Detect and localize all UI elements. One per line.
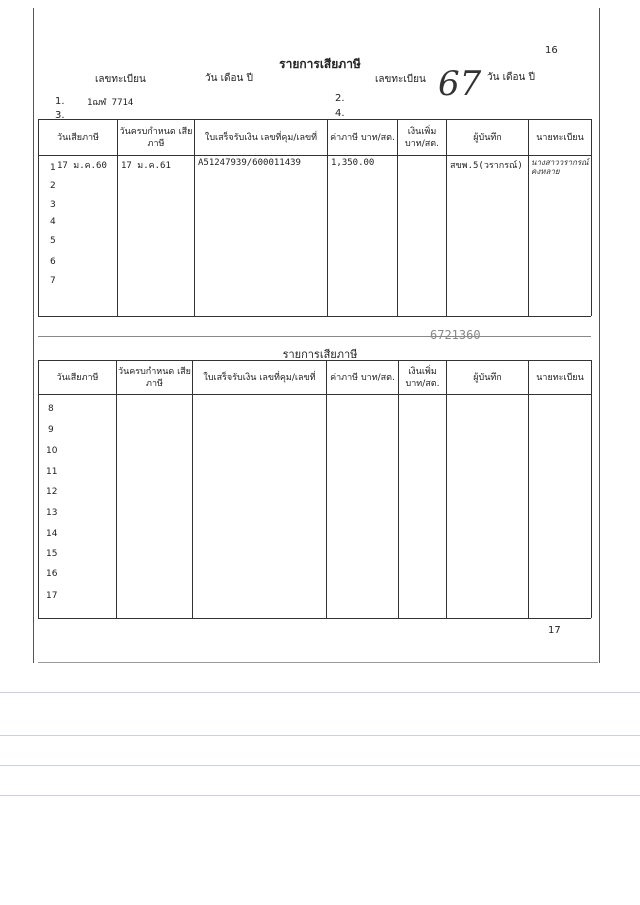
row-number: 16 — [46, 569, 58, 579]
col-recorder: ผู้บันทึก — [447, 120, 529, 156]
reg-label-right: เลขทะเบียน — [375, 74, 426, 85]
cell-receipt: A51247939/600011439 — [198, 158, 301, 168]
col-penalty: เงินเพิ่ม บาท/สต. — [399, 361, 447, 395]
row-number: 15 — [46, 549, 58, 559]
row-number: 13 — [46, 508, 58, 518]
row-number: 10 — [46, 446, 58, 456]
row-number: 17 — [46, 591, 58, 601]
row-number: 14 — [46, 529, 58, 539]
row-number: 9 — [48, 425, 54, 435]
row-number: 6 — [50, 257, 56, 267]
cell-due-date: 17 ม.ค.61 — [121, 161, 171, 171]
row-number: 11 — [46, 467, 58, 477]
tax-table-2 — [38, 360, 592, 618]
col-receipt: ใบเสร็จรับเงิน เลขที่คุม/เลขที่ — [195, 120, 328, 156]
cell-paid-date: 17 ม.ค.60 — [57, 161, 107, 171]
entry-num-2: 2. — [335, 93, 345, 104]
col-due-date: วันครบกำหนด เสียภาษี — [117, 361, 193, 395]
section-title-bottom: รายการเสียภาษี — [282, 348, 358, 361]
handwritten-number: 67 — [438, 64, 482, 104]
cell-recorder: สขพ.5(วรากรณ์) — [450, 161, 523, 171]
col-penalty: เงินเพิ่ม บาท/สต. — [398, 120, 447, 156]
entry-num-4: 4. — [335, 108, 345, 119]
col-registrar: นายทะเบียน — [529, 120, 592, 156]
col-tax: ค่าภาษี บาท/สต. — [327, 361, 399, 395]
entry-num-3: 3. — [55, 110, 65, 121]
row-number: 1 — [50, 163, 56, 173]
entry-num-1: 1. — [55, 96, 65, 107]
row-number: 12 — [46, 487, 58, 497]
col-registrar: นายทะเบียน — [529, 361, 592, 395]
row-number: 5 — [50, 236, 56, 246]
row-number: 2 — [50, 181, 56, 191]
tax-table-1 — [38, 119, 592, 316]
reg-label-left: เลขทะเบียน — [95, 74, 146, 85]
date-label-left: วัน เดือน ปี — [205, 73, 253, 84]
entry-value-1: 1ฌฬ 7714 — [87, 98, 134, 108]
col-paid-date: วันเสียภาษี — [39, 361, 117, 395]
col-paid-date: วันเสียภาษี — [39, 120, 118, 156]
col-recorder: ผู้บันทึก — [447, 361, 529, 395]
col-due-date: วันครบกำหนด เสียภาษี — [118, 120, 195, 156]
section-title-top: รายการเสียภาษี — [279, 57, 361, 71]
page-number-top: 16 — [545, 45, 558, 56]
faint-number: 6721360 — [430, 328, 481, 342]
table-row — [39, 395, 592, 619]
row-number: 4 — [50, 217, 56, 227]
row-number: 3 — [50, 200, 56, 210]
page-number-bottom: 17 — [548, 625, 561, 636]
cell-registrar-signature: นางสาววรากรณ์ คงหลาย — [531, 158, 589, 176]
col-receipt: ใบเสร็จรับเงิน เลขที่คุม/เลขที่ — [193, 361, 327, 395]
cell-tax: 1,350.00 — [331, 158, 375, 168]
table-row — [39, 156, 592, 317]
date-label-right: วัน เดือน ปี — [487, 72, 535, 83]
col-tax: ค่าภาษี บาท/สต. — [328, 120, 398, 156]
row-number: 8 — [48, 404, 54, 414]
row-number: 7 — [50, 276, 56, 286]
